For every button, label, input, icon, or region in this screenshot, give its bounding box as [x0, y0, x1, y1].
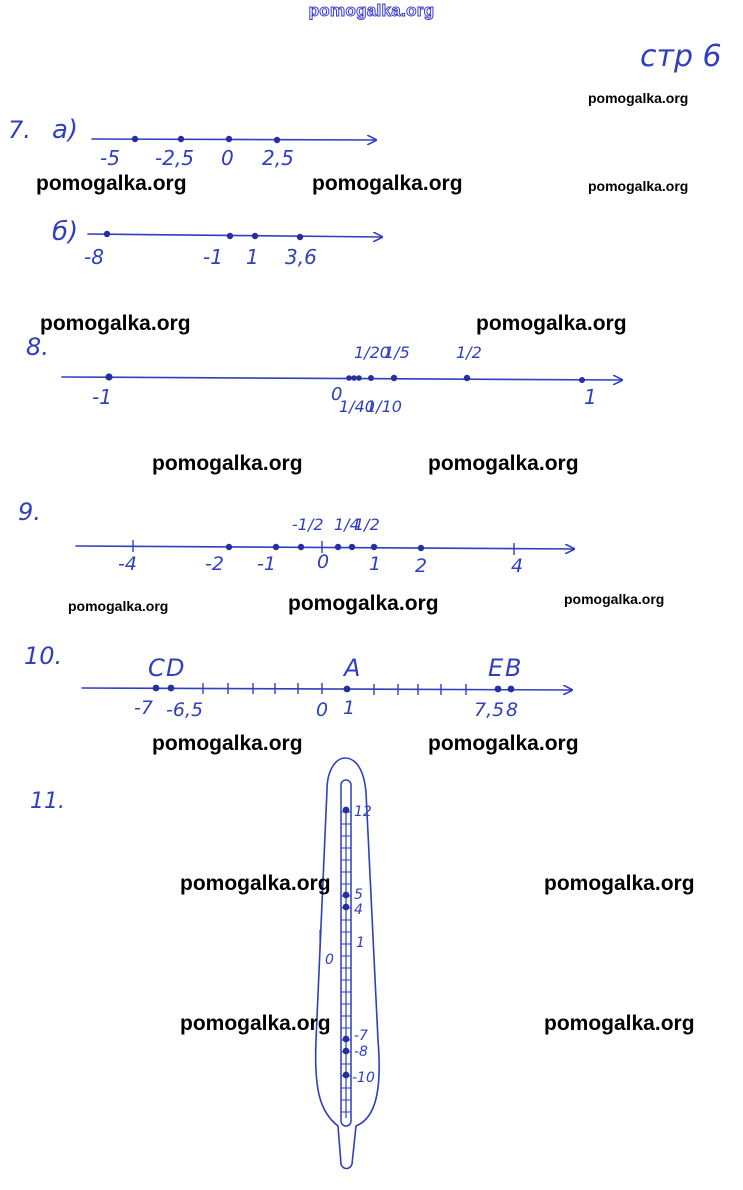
ex9-label: 4 — [511, 555, 524, 577]
ex10-label: 0 — [316, 699, 329, 721]
thermo-label: 0 — [325, 952, 334, 968]
ex9-label: 1/2 — [354, 515, 380, 534]
ex8-point — [464, 375, 470, 381]
ex8-point — [368, 375, 374, 381]
ex7b-number-line — [88, 234, 382, 237]
thermo-label: -7 — [354, 1028, 368, 1044]
ex10-letter: E — [488, 654, 504, 682]
watermark: pomogalka.org — [180, 1012, 331, 1035]
ex9-number-line — [76, 546, 574, 549]
ex7b-label: 1 — [246, 245, 259, 269]
thermo-label: 12 — [354, 804, 372, 820]
watermark: pomogalka.org — [544, 1012, 695, 1035]
ex10-label: -7 — [134, 697, 153, 719]
ex10-point-b — [508, 686, 515, 693]
watermark: pomogalka.org — [180, 872, 331, 895]
thermo-mark-minus-8 — [343, 1048, 350, 1055]
watermark: pomogalka.org — [152, 452, 303, 475]
ex7a-label: -2,5 — [155, 146, 195, 170]
ex7a-label: 2,5 — [262, 146, 294, 170]
ex9-label: 1 — [369, 553, 382, 575]
ex7b-label: -1 — [203, 245, 223, 269]
watermark: pomogalka.org — [588, 90, 689, 106]
ex9-label: 2 — [415, 555, 428, 577]
ex10-letter: B — [505, 654, 522, 682]
thermo-mark-12 — [343, 807, 350, 814]
ex7a-point — [226, 136, 232, 142]
ex10-letter: C — [148, 654, 165, 682]
ex8-label: 1/2 — [456, 343, 482, 362]
ex11-number: 11. — [30, 789, 65, 814]
ex8-label: 1 — [584, 385, 597, 409]
ex8-label: 1/40 — [339, 397, 375, 416]
ex7b-point — [227, 233, 233, 239]
ex10-point-a — [344, 686, 351, 693]
ex9-number: 9. — [18, 498, 41, 526]
ex7a-point — [274, 137, 280, 143]
ex10-label: -6,5 — [166, 699, 204, 721]
ex7a-point — [132, 136, 138, 142]
ex9-label: -1 — [257, 553, 276, 575]
watermark: pomogalka.org — [476, 312, 627, 335]
ex8-number-line — [62, 377, 622, 380]
ex7-number: 7. — [8, 116, 31, 144]
ex9-point — [226, 544, 232, 550]
ex8-label: 0 — [331, 384, 343, 405]
ex8-point — [105, 373, 112, 380]
ex10-point-e — [495, 686, 502, 693]
ex10-label: 1 — [343, 697, 356, 719]
ex9-label: 0 — [317, 551, 330, 573]
thermo-mark-5 — [343, 892, 350, 899]
ex9-label: -4 — [118, 553, 137, 575]
ex10-point-d — [168, 685, 175, 692]
ex8-point — [356, 375, 362, 381]
ex10-number: 10. — [24, 642, 63, 670]
ex7b-label: -8 — [84, 245, 104, 269]
watermark: pomogalka.org — [36, 172, 187, 195]
ex8-point — [579, 377, 585, 383]
ex9-point — [418, 545, 424, 551]
ex8-label: 1/5 — [384, 343, 410, 362]
ex10-label: 7,5 — [474, 699, 505, 721]
ex8-point — [391, 375, 397, 381]
ex8-label: -1 — [92, 385, 112, 409]
watermark: pomogalka.org — [428, 732, 579, 755]
ex7a-label: -5 — [100, 146, 120, 170]
ex7b-point — [252, 233, 258, 239]
ex7b-point — [104, 231, 110, 237]
ex9-label: -2 — [205, 553, 224, 575]
ex7b-point — [297, 234, 303, 240]
ex8-point — [351, 375, 357, 381]
ex7-part-b-label: б) — [52, 217, 79, 247]
ex7a-point — [178, 136, 184, 142]
ex9-point — [298, 544, 304, 550]
ex10-letter: A — [344, 654, 361, 682]
ex7b-label: 3,6 — [285, 245, 317, 269]
watermark: pomogalka.org — [564, 591, 665, 607]
site-watermark-top: pomogalka.org — [308, 1, 435, 20]
page-label: стр 6 — [640, 39, 722, 74]
watermark: pomogalka.org — [312, 172, 463, 195]
ex10-letter: D — [166, 654, 185, 682]
ex9-point — [349, 544, 355, 550]
ex8-label: 1/10 — [366, 397, 402, 416]
watermark: pomogalka.org — [40, 312, 191, 335]
watermark: pomogalka.org — [588, 178, 689, 194]
watermark: pomogalka.org — [288, 592, 439, 615]
ex9-label: 1/4 — [334, 515, 360, 534]
ex9-point — [371, 544, 377, 550]
ex8-point — [346, 375, 352, 381]
watermark: pomogalka.org — [544, 872, 695, 895]
ex8-number: 8. — [26, 333, 49, 361]
ex8-label: 1/20 — [354, 343, 390, 362]
thermo-mark-4 — [343, 904, 350, 911]
ex7a-label: 0 — [221, 146, 234, 170]
thermo-label: 1 — [356, 935, 365, 951]
watermark: pomogalka.org — [428, 452, 579, 475]
ex10-point-c — [153, 685, 160, 692]
thermo-mark-minus-10 — [343, 1072, 350, 1079]
thermo-label: 4 — [354, 902, 363, 918]
thermo-label: -8 — [354, 1044, 368, 1060]
thermo-label: 5 — [354, 887, 363, 903]
ex9-label: -1/2 — [292, 515, 324, 534]
thermo-mark-minus-7 — [343, 1036, 350, 1043]
watermark: pomogalka.org — [152, 732, 303, 755]
ex9-point — [273, 544, 279, 550]
ex7-part-a-label: а) — [52, 115, 79, 145]
ex10-label: 8 — [506, 699, 519, 721]
ex9-point — [335, 544, 341, 550]
thermo-label: -10 — [352, 1070, 375, 1086]
watermark: pomogalka.org — [68, 598, 169, 614]
